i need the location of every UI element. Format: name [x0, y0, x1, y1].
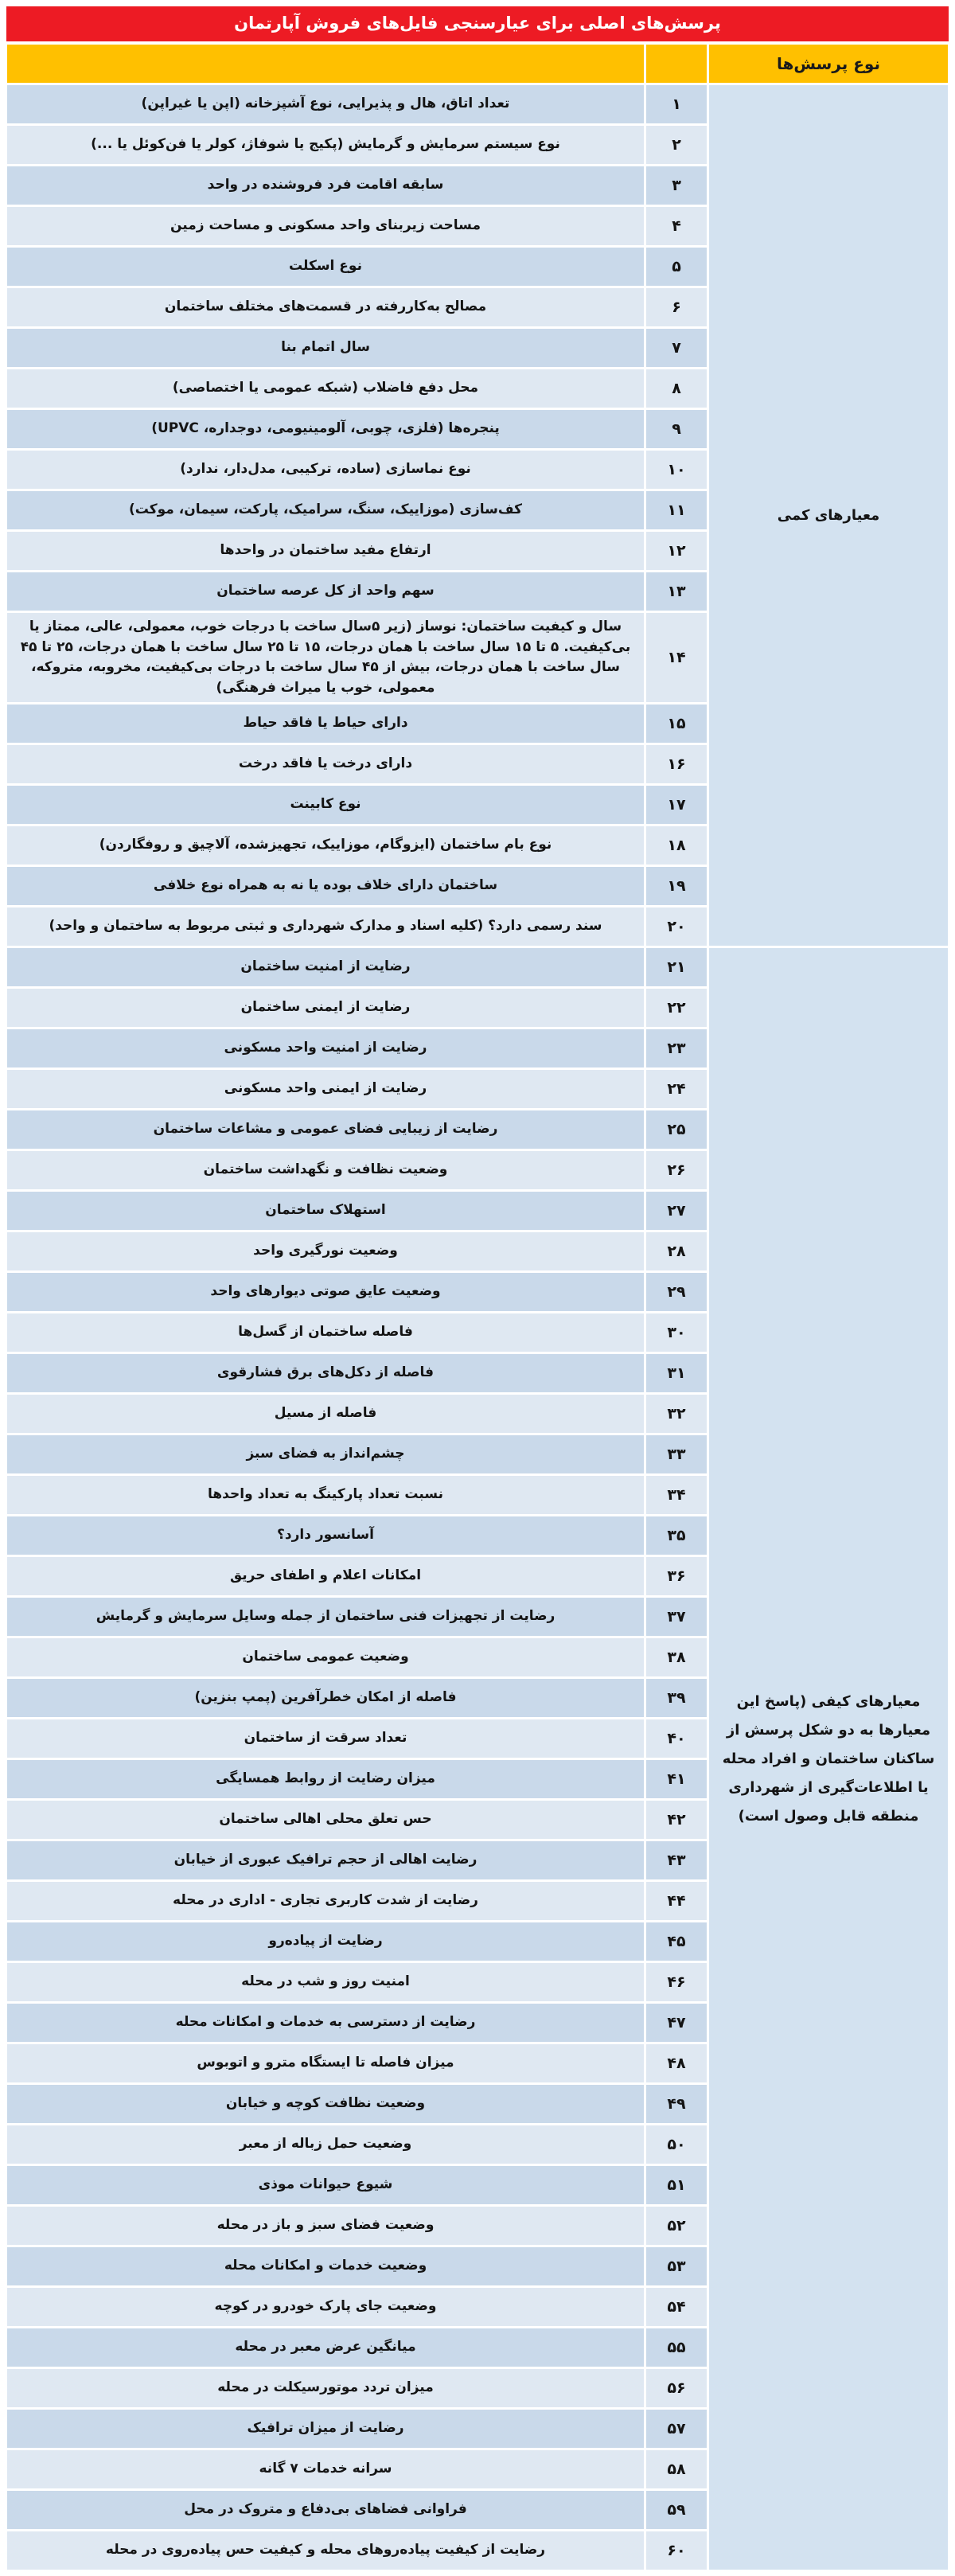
question-text: میانگین عرض معبر در محله: [7, 2328, 644, 2367]
question-text: نوع کابینت: [7, 786, 644, 824]
page-title: پرسش‌های اصلی برای عیارسنجی فایل‌های فروش آپارتمان: [6, 6, 949, 41]
question-number: ۴۶: [646, 1963, 707, 2001]
question-text: فراوانی فضاهای بی‌دفاع و متروک در محل: [7, 2491, 644, 2529]
question-number: ۲۸: [646, 1232, 707, 1270]
question-number: ۹: [646, 410, 707, 448]
question-row: [7, 85, 948, 123]
question-number: ۴: [646, 207, 707, 245]
question-number: ۲۶: [646, 1151, 707, 1189]
question-number: ۴۰: [646, 1719, 707, 1758]
question-number: ۳۶: [646, 1557, 707, 1595]
question-number: ۱۶: [646, 745, 707, 783]
question-number: ۸: [646, 369, 707, 408]
question-text: وضعیت جای پارک خودرو در کوچه: [7, 2288, 644, 2326]
question-text: نوع اسکلت: [7, 248, 644, 286]
question-number: ۱۲: [646, 532, 707, 570]
question-text: سهم واحد از کل عرصه ساختمان: [7, 572, 644, 611]
question-text: رضایت از میزان ترافیک: [7, 2410, 644, 2448]
question-text: سال اتمام بنا: [7, 329, 644, 367]
question-number: ۲۵: [646, 1110, 707, 1149]
question-text: رضایت اهالی از حجم ترافیک عبوری از خیابان: [7, 1841, 644, 1879]
question-text: شیوع حیوانات موذی: [7, 2166, 644, 2204]
question-number: ۵۷: [646, 2410, 707, 2448]
question-text: آسانسور دارد؟: [7, 1516, 644, 1555]
question-text: فاصله از مسیل: [7, 1395, 644, 1433]
question-number: ۴۳: [646, 1841, 707, 1879]
question-text: سند رسمی دارد؟ (کلیه اسناد و مدارک شهرداری و ثبتی مربوط به ساختمان و واحد): [7, 907, 644, 946]
question-number: ۵: [646, 248, 707, 286]
question-number: ۱۰: [646, 451, 707, 489]
question-number: ۲۴: [646, 1070, 707, 1108]
question-text: محل دفع فاضلاب (شبکه عمومی یا اختصاصی): [7, 369, 644, 408]
table-header-row: [7, 45, 948, 83]
category-cell: معیارهای کمی: [709, 85, 948, 946]
question-number: ۱۹: [646, 867, 707, 905]
question-number: ۳۴: [646, 1476, 707, 1514]
question-number: ۳۷: [646, 1598, 707, 1636]
question-number: ۲۷: [646, 1192, 707, 1230]
question-text: رضایت از زیبایی فضای عمومی و مشاعات ساختمان: [7, 1110, 644, 1149]
question-text: نوع سیستم سرمایش و گرمایش (پکیج یا شوفاژ، کولر یا فن‌کوئل یا ...): [7, 126, 644, 164]
question-number: ۱۳: [646, 572, 707, 611]
question-number: ۵۳: [646, 2247, 707, 2285]
question-text: وضعیت نظافت کوچه و خیابان: [7, 2085, 644, 2123]
question-column-header: [7, 45, 644, 83]
question-number: ۱۷: [646, 786, 707, 824]
question-text: رضایت از تجهیزات فنی ساختمان از جمله وسایل سرمایش و گرمایش: [7, 1598, 644, 1636]
question-text: پنجره‌ها (فلزی، چوبی، آلومینیومی، دوجداره، UPVC): [7, 410, 644, 448]
question-text: تعداد اتاق، هال و پذیرایی، نوع آشپزخانه (اپن یا غیراپن): [7, 85, 644, 123]
question-text: رضایت از دسترسی به خدمات و امکانات محله: [7, 2004, 644, 2042]
question-text: میزان رضایت از روابط همسایگی: [7, 1760, 644, 1798]
question-number: ۷: [646, 329, 707, 367]
question-text: دارای حیاط یا فاقد حیاط: [7, 704, 644, 743]
question-text: تعداد سرقت از ساختمان: [7, 1719, 644, 1758]
question-number: ۳۵: [646, 1516, 707, 1555]
question-number: ۴۵: [646, 1922, 707, 1961]
question-number: ۴۲: [646, 1801, 707, 1839]
question-text: سرانه خدمات ۷ گانه: [7, 2450, 644, 2488]
question-text: سابقه اقامت فرد فروشنده در واحد: [7, 166, 644, 205]
question-number: ۴۸: [646, 2044, 707, 2082]
question-number: ۱۴: [646, 613, 707, 702]
question-number: ۵۵: [646, 2328, 707, 2367]
question-type-header: نوع پرسش‌ها: [709, 45, 948, 83]
question-number: ۴۷: [646, 2004, 707, 2042]
table-body: [7, 85, 948, 2570]
question-number: ۳: [646, 166, 707, 205]
question-text: وضعیت خدمات و امکانات محله: [7, 2247, 644, 2285]
question-text: رضایت از ایمنی ساختمان: [7, 989, 644, 1027]
question-number: ۴۱: [646, 1760, 707, 1798]
question-text: میزان تردد موتورسیکلت در محله: [7, 2369, 644, 2407]
question-number: ۱۱: [646, 491, 707, 529]
question-number: ۳۱: [646, 1354, 707, 1392]
question-text: ساختمان دارای خلاف بوده یا نه به همراه نوع خلافی: [7, 867, 644, 905]
question-text: فاصله ساختمان از گسل‌ها: [7, 1313, 644, 1352]
question-text: مساحت زیربنای واحد مسکونی و مساحت زمین: [7, 207, 644, 245]
question-text: نسبت تعداد پارکینگ به تعداد واحدها: [7, 1476, 644, 1514]
question-text: وضعیت فضای سبز و باز در محله: [7, 2207, 644, 2245]
question-number: ۳۸: [646, 1638, 707, 1676]
question-number: ۲۱: [646, 948, 707, 986]
question-number: ۳۳: [646, 1435, 707, 1473]
question-number: ۳۹: [646, 1679, 707, 1717]
question-text: نوع بام ساختمان (ایزوگام، موزاییک، تجهیزشده، آلاچیق و روفگاردن): [7, 826, 644, 865]
question-text: رضایت از امنیت واحد مسکونی: [7, 1029, 644, 1067]
question-text: کف‌سازی (موزاییک، سنگ، سرامیک، پارکت، سیمان، موکت): [7, 491, 644, 529]
question-number: ۵۰: [646, 2125, 707, 2164]
question-number: ۵۸: [646, 2450, 707, 2488]
question-text: رضایت از ایمنی واحد مسکونی: [7, 1070, 644, 1108]
question-number: ۲۰: [646, 907, 707, 946]
criteria-table: [5, 42, 950, 2572]
question-text: امکانات اعلام و اطفای حریق: [7, 1557, 644, 1595]
number-column-header: [646, 45, 707, 83]
question-text: ارتفاع مفید ساختمان در واحدها: [7, 532, 644, 570]
question-text: رضایت از شدت کاربری تجاری - اداری در محله: [7, 1882, 644, 1920]
question-number: ۵۴: [646, 2288, 707, 2326]
category-cell: معیارهای کیفی (پاسخ این معیارها به دو شکل پرسش از ساکنان ساختمان و افراد محله یا اطلاعات‌گیری از شهرداری منطقه قابل وصول است): [709, 948, 948, 2570]
question-text: وضعیت نظافت و نگهداشت ساختمان: [7, 1151, 644, 1189]
question-text: سال و کیفیت ساختمان: نوساز (زیر ۵سال ساخت با درجات خوب، معمولی، عالی، ممتاز یا بی‌کیفیت. ۵ تا ۱۵ سال ساخت با همان درجات، ۱۵ تا ۲۵ سال ساخت با همان درجات، ۲۵ تا ۴۵ سال ساخت با همان درجات، بیش از ۴۵ سال ساخت با درجات بی‌کیفیت، مخروبه، متروکه، معمولی، خوب یا میراث فرهنگی): [7, 613, 644, 702]
question-number: ۶: [646, 288, 707, 326]
question-number: ۵۶: [646, 2369, 707, 2407]
question-number: ۴۹: [646, 2085, 707, 2123]
question-text: وضعیت عمومی ساختمان: [7, 1638, 644, 1676]
question-text: چشم‌انداز به فضای سبز: [7, 1435, 644, 1473]
question-text: نوع نماسازی (ساده، ترکیبی، مدل‌دار، ندارد): [7, 451, 644, 489]
question-number: ۵۲: [646, 2207, 707, 2245]
question-number: ۲۲: [646, 989, 707, 1027]
question-number: ۲۹: [646, 1273, 707, 1311]
question-number: ۵۹: [646, 2491, 707, 2529]
question-number: ۵۱: [646, 2166, 707, 2204]
question-text: میزان فاصله تا ایستگاه مترو و اتوبوس: [7, 2044, 644, 2082]
question-number: ۲: [646, 126, 707, 164]
question-text: وضعیت نورگیری واحد: [7, 1232, 644, 1270]
question-number: ۳۲: [646, 1395, 707, 1433]
question-text: امنیت روز و شب در محله: [7, 1963, 644, 2001]
question-text: رضایت از امنیت ساختمان: [7, 948, 644, 986]
question-number: ۶۰: [646, 2531, 707, 2570]
question-text: وضعیت عایق صوتی دیوارهای واحد: [7, 1273, 644, 1311]
question-number: ۴۴: [646, 1882, 707, 1920]
question-row: [7, 948, 948, 986]
question-number: ۲۳: [646, 1029, 707, 1067]
question-text: فاصله از امکان خطرآفرین (پمپ بنزین): [7, 1679, 644, 1717]
question-text: فاصله از دکل‌های برق فشارقوی: [7, 1354, 644, 1392]
question-number: ۱۵: [646, 704, 707, 743]
question-text: مصالح به‌کاررفته در قسمت‌های مختلف ساختمان: [7, 288, 644, 326]
question-text: رضایت از کیفیت پیاده‌روهای محله و کیفیت حس پیاده‌روی در محله: [7, 2531, 644, 2570]
question-text: استهلاک ساختمان: [7, 1192, 644, 1230]
question-number: ۱: [646, 85, 707, 123]
question-text: دارای درخت یا فاقد درخت: [7, 745, 644, 783]
question-text: رضایت از پیاده‌رو: [7, 1922, 644, 1961]
question-text: حس تعلق محلی اهالی ساختمان: [7, 1801, 644, 1839]
question-text: وضعیت حمل زباله از معبر: [7, 2125, 644, 2164]
question-number: ۳۰: [646, 1313, 707, 1352]
question-number: ۱۸: [646, 826, 707, 865]
